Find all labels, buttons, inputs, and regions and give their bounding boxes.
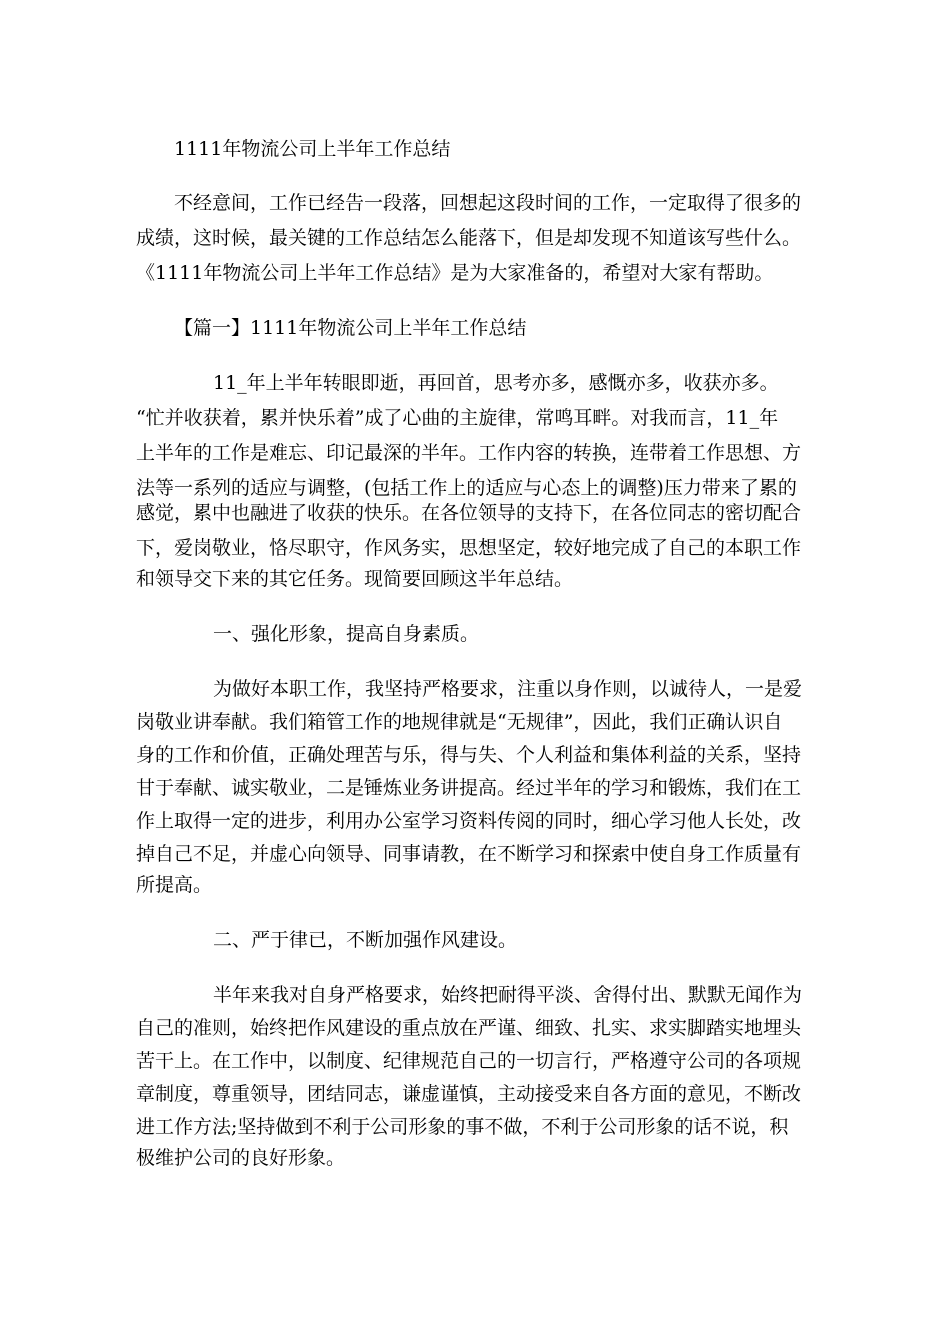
paragraph-line: 感觉，累中也融进了收获的快乐。在各位领导的支持下，在各位同志的密切配合 bbox=[136, 502, 802, 524]
paragraph-line: 作上取得一定的进步，利用办公室学习资料传阅的同时，细心学习他人长处，改 bbox=[136, 810, 802, 832]
paragraph-line: “忙并收获着，累并快乐着”成了心曲的主旋律，常鸣耳畔。对我而言，11_年 bbox=[136, 407, 779, 429]
section-heading-1: 一、强化形象，提高自身素质。 bbox=[213, 623, 480, 645]
paragraph-line: 法等一系列的适应与调整，(包括工作上的适应与心态上的调整)压力带来了累的 bbox=[136, 477, 797, 499]
paragraph-line: 不经意间，工作已经告一段落，回想起这段时间的工作，一定取得了很多的 bbox=[174, 192, 802, 214]
paragraph-line: 极维护公司的良好形象。 bbox=[136, 1147, 346, 1169]
paragraph-line: 《1111年物流公司上半年工作总结》是为大家准备的，希望对大家有帮助。 bbox=[136, 262, 774, 284]
paragraph-line: 和领导交下来的其它任务。现简要回顾这半年总结。 bbox=[136, 568, 574, 590]
paragraph-line: 11_年上半年转眼即逝，再回首，思考亦多，感慨亦多，收获亦多。 bbox=[213, 372, 779, 394]
paragraph-line: 自己的准则，始终把作风建设的重点放在严谨、细致、扎实、求实脚踏实地埋头 bbox=[136, 1017, 802, 1039]
paragraph-line: 苦干上。在工作中，以制度、纪律规范自己的一切言行，严格遵守公司的各项规 bbox=[136, 1050, 802, 1072]
paragraph-line: 进工作方法;坚持做到不利于公司形象的事不做，不利于公司形象的话不说，积 bbox=[136, 1116, 789, 1138]
paragraph-line: 成绩，这时候，最关键的工作总结怎么能落下，但是却发现不知道该写些什么。 bbox=[136, 227, 802, 249]
paragraph-line: 身的工作和价值，正确处理苦与乐，得与失、个人利益和集体利益的关系，坚持 bbox=[136, 744, 802, 766]
paragraph-line: 掉自己不足，并虚心向领导、同事请教，在不断学习和探索中使自身工作质量有 bbox=[136, 843, 802, 865]
paragraph-line: 上半年的工作是难忘、印记最深的半年。工作内容的转换，连带着工作思想、方 bbox=[136, 442, 802, 464]
section-heading-2: 二、严于律已，不断加强作风建设。 bbox=[213, 929, 518, 951]
document-title: 1111年物流公司上半年工作总结 bbox=[174, 138, 451, 160]
section-title: 【篇一】1111年物流公司上半年工作总结 bbox=[174, 317, 527, 339]
paragraph-line: 章制度，尊重领导，团结同志，谦虚谨慎，主动接受来自各方面的意见，不断改 bbox=[136, 1083, 802, 1105]
paragraph-line: 甘于奉献、诚实敬业，二是锤炼业务讲提高。经过半年的学习和锻炼，我们在工 bbox=[136, 777, 802, 799]
paragraph-line: 为做好本职工作，我坚持严格要求，注重以身作则，以诚待人，一是爱 bbox=[213, 678, 803, 700]
paragraph-line: 岗敬业讲奉献。我们箱管工作的地规律就是“无规律”，因此，我们正确认识自 bbox=[136, 711, 783, 733]
paragraph-line: 半年来我对自身严格要求，始终把耐得平淡、舍得付出、默默无闻作为 bbox=[213, 984, 803, 1006]
paragraph-line: 下，爱岗敬业，恪尽职守，作风务实，思想坚定，较好地完成了自己的本职工作 bbox=[136, 537, 802, 559]
paragraph-line: 所提高。 bbox=[136, 874, 213, 896]
